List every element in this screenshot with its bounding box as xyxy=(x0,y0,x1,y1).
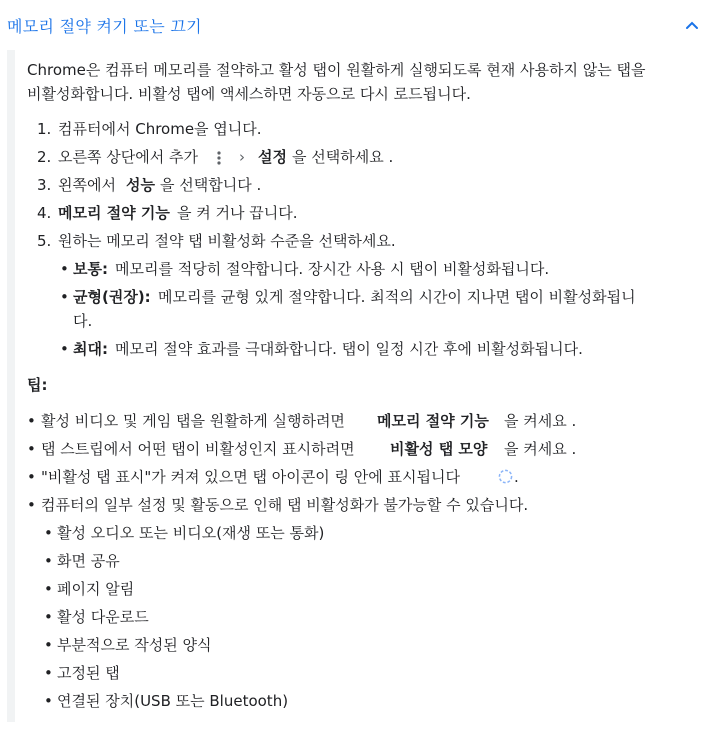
tip-text: 탭 스트립에서 어떤 탭이 비활성인지 표시하려면 xyxy=(41,440,355,458)
bullet: • xyxy=(44,552,53,570)
inactive-tab-appearance-label: 비활성 탭 모양 xyxy=(390,440,488,458)
tip-text: . xyxy=(514,468,519,486)
bullet: • xyxy=(44,580,53,598)
tip-text: "비활성 탭 표시"가 켜져 있으면 탭 아이콘이 링 안에 표시됩니다 xyxy=(41,468,460,486)
tip-text: 활성 비디오 및 게임 탭을 원활하게 실행하려면 xyxy=(41,412,345,430)
chevron-right-icon: › xyxy=(239,148,245,166)
three-dot-menu-icon xyxy=(215,150,223,166)
step-text: 왼쪽에서 xyxy=(58,176,116,194)
section-header[interactable] xyxy=(0,0,703,50)
step-number: 4. xyxy=(37,204,52,222)
step-text: 을 선택하세요 . xyxy=(292,148,394,166)
bullet: • xyxy=(44,608,53,626)
list-item: 부분적으로 작성된 양식 xyxy=(57,636,212,654)
level-text: 메모리를 적당히 절약합니다. 장시간 사용 시 탭이 비활성화됩니다. xyxy=(115,260,550,278)
bullet: • xyxy=(27,440,36,458)
memory-saver-label: 메모리 절약 기능 xyxy=(377,412,489,430)
level-text: 메모리 절약 효과를 극대화합니다. 탭이 일정 시간 후에 비활성화됩니다. xyxy=(115,340,583,358)
level-text: 다. xyxy=(73,312,93,330)
intro-line-2: 비활성화합니다. 비활성 탭에 액세스하면 자동으로 다시 로드됩니다. xyxy=(27,85,471,103)
list-item: 페이지 알림 xyxy=(57,580,135,598)
level-name: 최대: xyxy=(73,340,108,358)
tip-text: 컴퓨터의 일부 설정 및 활동으로 인해 탭 비활성화가 불가능할 수 있습니다. xyxy=(41,496,529,514)
list-item: 화면 공유 xyxy=(57,552,120,570)
bullet: • xyxy=(27,496,36,514)
intro-line-1: Chrome은 컴퓨터 메모리를 절약하고 활성 탭이 원활하게 실행되도록 현재 사용하지 않는 탭을 xyxy=(27,61,646,79)
list-item: 활성 오디오 또는 비디오(재생 또는 통화) xyxy=(57,524,325,542)
settings-label: 설정 xyxy=(258,148,287,166)
list-item: 연결된 장치(USB 또는 Bluetooth) xyxy=(57,692,289,710)
chevron-up-icon[interactable] xyxy=(685,18,699,32)
section-title[interactable]: 메모리 절약 켜기 또는 끄기 xyxy=(7,17,202,36)
step-number: 3. xyxy=(37,176,52,194)
bullet: • xyxy=(60,260,69,278)
list-item: 고정된 탭 xyxy=(57,664,120,682)
bullet: • xyxy=(44,664,53,682)
step-text: 원하는 메모리 절약 탭 비활성화 수준을 선택하세요. xyxy=(58,232,396,250)
bullet: • xyxy=(44,636,53,654)
bullet: • xyxy=(44,524,53,542)
step-number: 1. xyxy=(37,120,52,138)
list-item: 활성 다운로드 xyxy=(57,608,149,626)
tips-heading: 팁: xyxy=(27,376,48,394)
memory-saver-label: 메모리 절약 기능 xyxy=(58,204,170,222)
performance-label: 성능 xyxy=(126,176,155,194)
bullet: • xyxy=(60,340,69,358)
tip-text: 을 켜세요 . xyxy=(504,412,577,430)
level-text: 메모리를 균형 있게 절약합니다. 최적의 시간이 지나면 탭이 비활성화됩니 xyxy=(158,288,636,306)
step-text: 을 선택합니다 . xyxy=(160,176,262,194)
step-text: 컴퓨터에서 Chrome을 엽니다. xyxy=(58,120,262,138)
bullet: • xyxy=(60,288,69,306)
bullet: • xyxy=(27,412,36,430)
bullet: • xyxy=(44,692,53,710)
step-text: 오른쪽 상단에서 추가 xyxy=(58,148,198,166)
level-name: 보통: xyxy=(73,260,108,278)
step-text: 을 켜 거나 끕니다. xyxy=(177,204,298,222)
step-number: 2. xyxy=(37,148,52,166)
step-number: 5. xyxy=(37,232,52,250)
level-name: 균형(권장): xyxy=(73,288,151,306)
tip-text: 을 켜세요 . xyxy=(504,440,577,458)
loading-ring-icon xyxy=(498,469,513,484)
bullet: • xyxy=(27,468,36,486)
